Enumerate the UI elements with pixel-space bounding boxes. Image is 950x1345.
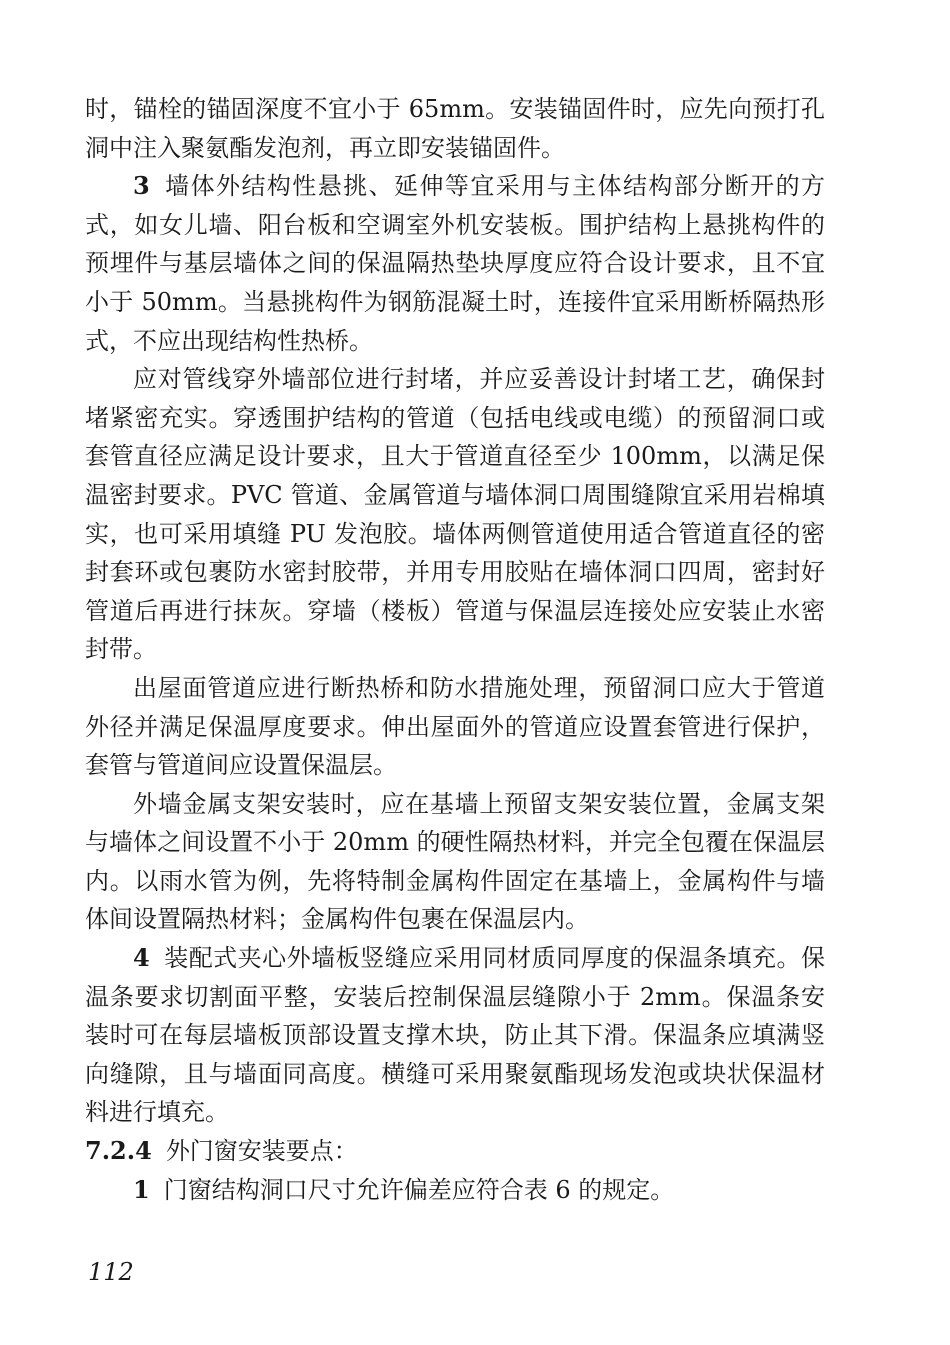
paragraph-pipe-sealing bbox=[85, 360, 825, 669]
item-number: 1 bbox=[133, 1174, 150, 1204]
item-number: 3 bbox=[133, 171, 150, 201]
paragraph-metal-brackets bbox=[85, 785, 825, 939]
clause-heading bbox=[85, 1132, 825, 1171]
item-number: 4 bbox=[133, 943, 150, 973]
paragraph-continuation bbox=[85, 90, 825, 167]
paragraph-item-1 bbox=[85, 1171, 825, 1210]
paragraph-text: 应对管线穿外墙部位进行封堵，并应妥善设计封堵工艺，确保封堵紧密充实。穿透围护结构的管道（包括电线或电缆）的预留洞口或套管直径应满足设计要求，且大于管道直径至少 100mm，以满足保温密封要求。PVC 管道、金属管道与墙体洞口周围缝隙宜采用岩棉填实，也可采用填缝 PU 发泡胶。墙体两侧管道使用适合管道直径的密封套环或包裹防水密封胶带，并用专用胶贴在墙体洞口四周，密封好管道后再进行抹灰。穿墙（楼板）管道与保温层连接处应安装止水密封带。 bbox=[85, 365, 825, 664]
clause-title: 外门窗安装要点： bbox=[165, 1137, 358, 1166]
paragraph-text: 出屋面管道应进行断热桥和防水措施处理，预留洞口应大于管道外径并满足保温厚度要求。伸出屋面外的管道应设置套管进行保护，套管与管道间应设置保温层。 bbox=[85, 673, 825, 780]
clause-number: 7.2.4 bbox=[85, 1136, 152, 1166]
paragraph-text: 外墙金属支架安装时，应在基墙上预留支架安装位置，金属支架与墙体之间设置不小于 20mm 的硬性隔热材料，并完全包覆在保温层内。以雨水管为例，先将特制金属构件固定在基墙上，金属构件与墙体间设置隔热材料；金属构件包裹在保温层内。 bbox=[85, 789, 825, 934]
paragraph-text: 时，锚栓的锚固深度不宜小于 65mm。安装锚固件时，应先向预打孔洞中注入聚氨酯发泡剂，再立即安装锚固件。 bbox=[85, 95, 825, 162]
paragraph-roof-pipes bbox=[85, 669, 825, 785]
paragraph-text: 门窗结构洞口尺寸允许偏差应符合表 6 的规定。 bbox=[163, 1175, 675, 1204]
page-number: 112 bbox=[88, 1258, 134, 1286]
paragraph-text: 墙体外结构性悬挑、延伸等宜采用与主体结构部分断开的方式，如女儿墙、阳台板和空调室外机安装板。围护结构上悬挑构件的预埋件与基层墙体之间的保温隔热垫块厚度应符合设计要求，且不宜小于 50mm。当悬挑构件为钢筋混凝土时，连接件宜采用断桥隔热形式，不应出现结构性热桥。 bbox=[85, 172, 825, 355]
paragraph-item-3 bbox=[85, 167, 825, 360]
paragraph-item-4 bbox=[85, 939, 825, 1132]
paragraph-text: 装配式夹心外墙板竖缝应采用同材质同厚度的保温条填充。保温条要求切割面平整，安装后控制保温层缝隙小于 2mm。保温条安装时可在每层墙板顶部设置支撑木块，防止其下滑。保温条应填满竖向缝隙，且与墙面同高度。横缝可采用聚氨酯现场发泡或块状保温材料进行填充。 bbox=[85, 944, 825, 1127]
body-text bbox=[85, 90, 825, 1209]
